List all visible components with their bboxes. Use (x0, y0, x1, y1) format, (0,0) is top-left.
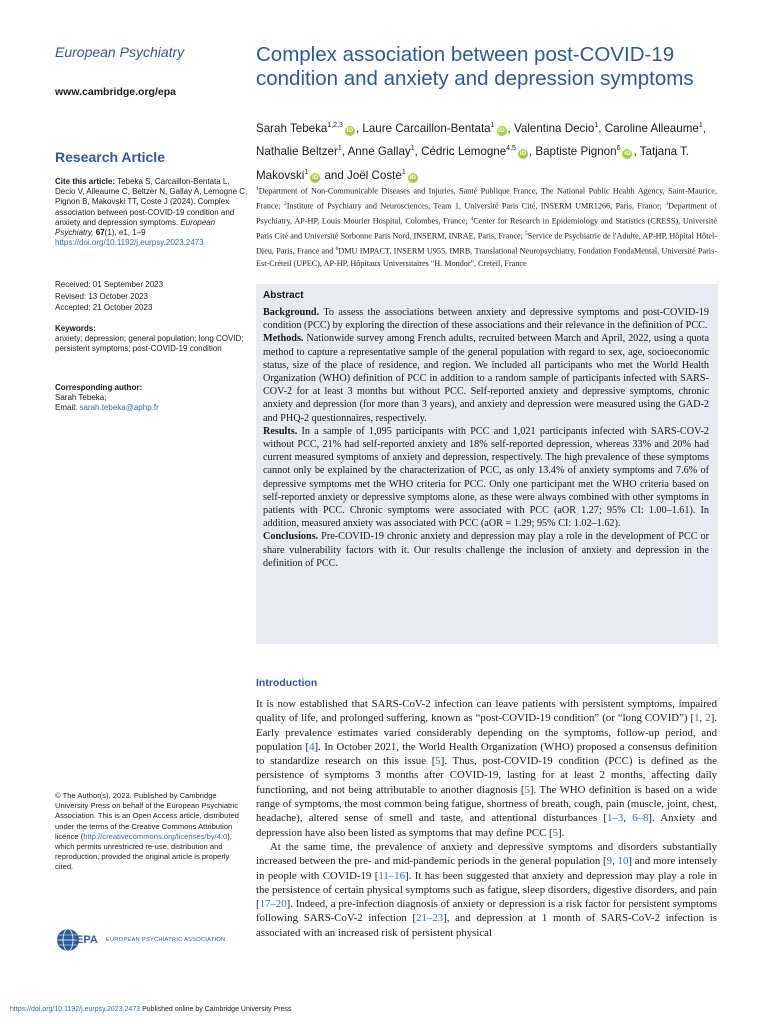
copyright-text: © The Author(s), 2023. Published by Cambridge University Press on behalf of the European Psychiatric Association. This is an Open Access article, distributed under the terms of the Creative Commons Attribution licence ( (55, 791, 239, 841)
intro-text: At the same time, the prevalence of anxiety and depressive symptoms and disorders substantially increased between the pre- and mid-pandemic periods in the general population [ (256, 840, 717, 868)
footer-doi-link[interactable]: https://doi.org/10.1192/j.eurpsy.2023.2473 (10, 1006, 141, 1013)
intro-text: ]. The WHO definition is based on a wide range of symptoms, the most common being fatigue, shortness of breath, cough, pain (muscle, joint, chest, headache), altered sense of smell and taste, and attentional disturbances [ (256, 783, 717, 825)
reference-link[interactable]: 5 (435, 755, 441, 768)
corresponding-author-block (55, 383, 251, 414)
reference-link[interactable]: 6–8 (632, 812, 649, 825)
author-affiliation-sup: 1 (594, 122, 599, 129)
author-separator: , (507, 121, 514, 135)
abstract-section-label: Results. (263, 425, 298, 437)
article-dates (55, 279, 163, 314)
author-affiliation-sup: 1 (304, 168, 309, 176)
cite-text: Tebeka S, Carcaillon-Bentata L, Decio V, Alleaume C, Beltzer N, Gallay A, Lemogne C, Pignon B, Makovski TT, Coste J (2024). Complex association between post-COVID-19 condition and anxiety and depression symptoms. (55, 177, 248, 227)
affiliation-text: Service de Psychiatrie de l'Adulte, AP-HP, Hôpital Hôtel-Dieu, Paris, France and (256, 231, 718, 256)
affiliation-sup: 1 (256, 186, 259, 192)
author-affiliation-sup: 1 (337, 145, 342, 153)
intro-paragraph-2 (256, 840, 717, 940)
intro-text: ]. Indeed, a pre-infection diagnosis of anxiety or depression is a risk factor for persistent symptoms following SARS-CoV-2 infection [ (256, 898, 717, 925)
email-label: Email: (55, 403, 78, 413)
abstract-section-label: Methods. (263, 333, 304, 345)
affiliation-sup: 3 (665, 201, 669, 208)
corresponding-name: Sarah Tebeka; (55, 393, 107, 403)
received-date: Received: 01 September 2023 (55, 280, 164, 289)
orcid-icon[interactable]: iD (311, 173, 319, 181)
license-link[interactable]: http://creativecommons.org/licenses/by/4.0 (83, 831, 228, 841)
author-name: Anne Gallay (347, 145, 411, 159)
abstract-section-text: Pre-COVID-19 chronic anxiety and depression may play a role in the development of PCC or share vulnerability factors with it. Our results challenge the inclusion of anxiety and depression in the definition of PCC. (263, 531, 709, 569)
footer-published: Published online by Cambridge University Press (142, 1006, 292, 1013)
reference-link[interactable]: 17–20 (259, 898, 287, 911)
article-title: Complex association between post-COVID-19 condition and anxiety and depression symptoms (256, 43, 694, 90)
page-footer (10, 1006, 291, 1013)
author-separator: , (414, 145, 422, 159)
abstract-section (263, 332, 709, 424)
author-name: Valentina Decio (514, 121, 595, 135)
affiliation-text: Center for Research in Epidemiology and Statistics (CRESS), Université Paris Cité and Université Sorbonne Paris Nord, INSERM, INRAE, Paris, France; (256, 216, 717, 241)
orcid-icon[interactable]: iD (519, 150, 527, 158)
journal-website[interactable]: www.cambridge.org/epa (55, 86, 176, 98)
intro-text: , (623, 812, 633, 825)
revised-date: Revised: 13 October 2023 (55, 291, 148, 301)
author-name: Caroline Alleaume (604, 121, 699, 135)
cite-doi-link[interactable]: https://doi.org/10.1192/j.eurpsy.2023.2473 (55, 238, 204, 248)
epa-logo-text: EUROPEAN PSYCHIATRIC ASSOCIATION (105, 937, 226, 943)
abstract-section-text: Nationwide survey among French adults, recruited between March and April, 2022, using a quota method to capture a representative sample of the general population with regard to sex, age, socioeconomic status, size of the place of residence, and region. We included all participants who met the World Health Organization (WHO) definition of PCC in addition to a random sample of participants infected with SARS-COV-2 for at least 3 months but without PCC. Self-reported anxiety and depressive symptoms, chronic anxiety and depression (for more than 3 years), and anxiety and depression were measured using the GAD-2 and PHQ-2 questionnaires, respectively. (263, 333, 709, 424)
orcid-icon[interactable]: iD (346, 126, 354, 134)
affiliation-sup: 4 (470, 216, 474, 223)
intro-text: , (612, 855, 618, 868)
copyright-notice (55, 791, 247, 873)
copyright-text-end: ), which permits unrestricted re-use, distribution and reproduction, provided the original article is properly cited. (55, 831, 232, 872)
reference-link[interactable]: 5 (524, 783, 530, 796)
intro-text: , (699, 712, 706, 725)
orcid-icon[interactable]: iD (409, 173, 416, 181)
reference-link[interactable]: 9 (606, 855, 613, 868)
reference-link[interactable]: 1 (694, 712, 700, 725)
cite-label: Cite this article: (55, 177, 116, 186)
author-separator: , (355, 121, 363, 135)
cite-volume: 67 (95, 228, 105, 238)
author-list (256, 116, 726, 186)
intro-text: ]. Early prevalence estimates varied considerably depending on the symptoms, follow-up period, and population [ (256, 712, 717, 753)
author-name: Joël Coste (347, 168, 402, 182)
abstract-heading: Abstract (263, 290, 304, 301)
author-separator: , (528, 145, 536, 159)
abstract-section-label: Conclusions. (263, 531, 319, 543)
intro-text: ]. Anxiety and depression have also been listed as symptoms that may define PCC [ (256, 812, 717, 839)
reference-link[interactable]: 2 (705, 712, 711, 725)
keywords-block (55, 324, 251, 355)
affiliation-sup: 2 (283, 201, 287, 208)
reference-link[interactable]: 21–23 (416, 912, 444, 925)
epa-logo (56, 928, 225, 952)
abstract-section (263, 425, 709, 531)
email-link[interactable]: sarah.tebeka@aphp.fr (79, 403, 159, 413)
reference-link[interactable]: 5 (552, 826, 558, 839)
author-separator: , (341, 145, 348, 159)
abstract-section (263, 530, 709, 570)
author-affiliation-sup: 1,2,3 (327, 122, 343, 129)
intro-text: ]. (557, 826, 565, 839)
author-name: Nathalie Beltzer (256, 145, 338, 159)
keywords-label: Keywords: (55, 324, 96, 333)
corresponding-label: Corresponding author: (55, 383, 143, 392)
orcid-icon[interactable]: iD (498, 126, 505, 134)
reference-link[interactable]: 10 (617, 855, 629, 868)
intro-text: ], and depression at 1 month of SARS-CoV-2 infection is associated with an increased risk of persistent physical (256, 912, 717, 939)
reference-link[interactable]: 4 (309, 740, 315, 753)
abstract-section-label: Background. (263, 307, 320, 318)
intro-text: It is now established that SARS-CoV-2 infection can leave patients with persistent symptoms, impaired quality of life, and prolonged suffering, known as “post-COVID-19 condition” (or “long COVID”) [ (256, 698, 717, 725)
reference-link[interactable]: 11–16 (378, 869, 405, 882)
affiliation-text: Institute of Psychiatry and Neurosciences, Team 1, Université Paris Cité, INSERM UMR1266, Paris, France; (286, 201, 666, 211)
author-separator: , (598, 121, 605, 135)
accepted-date: Accepted: 21 October 2023 (55, 303, 153, 312)
article-type: Research Article (55, 149, 165, 165)
cite-journal: European Psychiatry, (55, 217, 216, 238)
author-affiliation-sup: 1 (410, 145, 415, 153)
intro-paragraph-1 (256, 697, 717, 840)
author-name: Tatjana T. Makovski (256, 145, 690, 182)
author-name: Laure Carcaillon-Bentata (362, 121, 491, 135)
author-name: Sarah Tebeka (256, 121, 328, 135)
author-separator: and (321, 168, 348, 182)
affiliation-text: Department of Non-Communicable Diseases and Injuries, Santé Publique France, The National Public Health Agency, Saint-Maurice, France; (256, 186, 717, 211)
keywords-list: anxiety; depression; general population; long COVID; persistent symptoms; post-COVID-19 condition (55, 334, 244, 354)
introduction-heading: Introduction (256, 677, 318, 689)
introduction-body (256, 697, 717, 940)
abstract-section-text: To assess the associations between anxiety and depressive symptoms and post-COVID-19 condition (PCC) by exploring the direction of these associations and their relevance in the definition of PCC. (263, 307, 709, 332)
affiliation-sup: 6 (335, 246, 339, 253)
affiliation-sup: 5 (525, 231, 528, 238)
abstract-section-text: In a sample of 1,095 participants with PCC and 1,021 participants infected with SARS-COV-2 without PCC, 21% had self-reported anxiety and 18% self-reported depression, whereas 33% and 20% had current measured symptoms of anxiety and depression, respectively. The high prevalence of these symptoms cannot only be explained by the characterization of PCC, as only 13.4% of anxiety symptoms and 7.6% of depressive symptoms met the WHO criteria for PCC. Only one participant met the WHO criteria based on self-reported anxiety or depressive symptoms alone, as these were always combined with other symptoms in patients with PCC. Chronic symptoms were associated with PCC (aOR 1.27; 95% CI: 1.00–1.61). In addition, measured anxiety was associated with PCC (aOR = 1.29; 95% CI: 1.02–1.62). (263, 425, 709, 530)
abstract-body (263, 306, 709, 570)
author-affiliation-sup: 1 (490, 122, 495, 129)
author-separator: , (702, 121, 706, 135)
author-separator: , (633, 145, 640, 159)
intro-text: ]. Thus, post-COVID-19 condition (PCC) is defined as the persistence of symptoms 3 months after COVID-19, lasting for at least 2 months, affecting daily functioning, and not being attributable to another diagnosis [ (256, 755, 717, 796)
citation-block (55, 177, 251, 248)
epa-logo-mark: EPA (76, 934, 98, 946)
orcid-icon[interactable]: iD (624, 150, 631, 158)
author-affiliation-sup: 1 (698, 122, 703, 129)
author-name: Cédric Lemogne (421, 145, 507, 159)
abstract-section (263, 306, 709, 332)
cite-issue: (1), e1, 1–9 (104, 228, 146, 238)
author-affiliation-sup: 4,5 (506, 145, 516, 153)
intro-text: ] and more intensely in people with COVID-19 [ (256, 855, 718, 882)
author-affiliation-sup: 1 (401, 168, 406, 176)
intro-text: ]. In October 2021, the World Health Organization (WHO) proposed a consensus definition to standardize research on this issue [ (256, 740, 717, 768)
intro-text: ]. It has been suggested that anxiety and depression may play a role in the persistence of certain physical symptoms such as fatigue, sleep disorders, digestive disorders, and pain [ (256, 869, 717, 911)
affiliation-text: Department of Psychiatry, AP-HP, Louis Mourier Hospital, Colombes, France; (256, 201, 717, 226)
journal-name: European Psychiatry (55, 44, 185, 60)
affiliation-text: DMU IMPACT, INSERM U955, IMRB, Translational Neuropsychiatry, Fondation FondaMental, Université Paris-Est-Créteil (UPEC), AP-HP, Hôpitaux Universitaires "H. Mondor", Creteil, France (256, 246, 717, 269)
affiliations (256, 183, 717, 270)
reference-link[interactable]: 1–3 (607, 812, 624, 825)
author-name: Baptiste Pignon (535, 145, 617, 159)
author-affiliation-sup: 6 (616, 145, 621, 153)
